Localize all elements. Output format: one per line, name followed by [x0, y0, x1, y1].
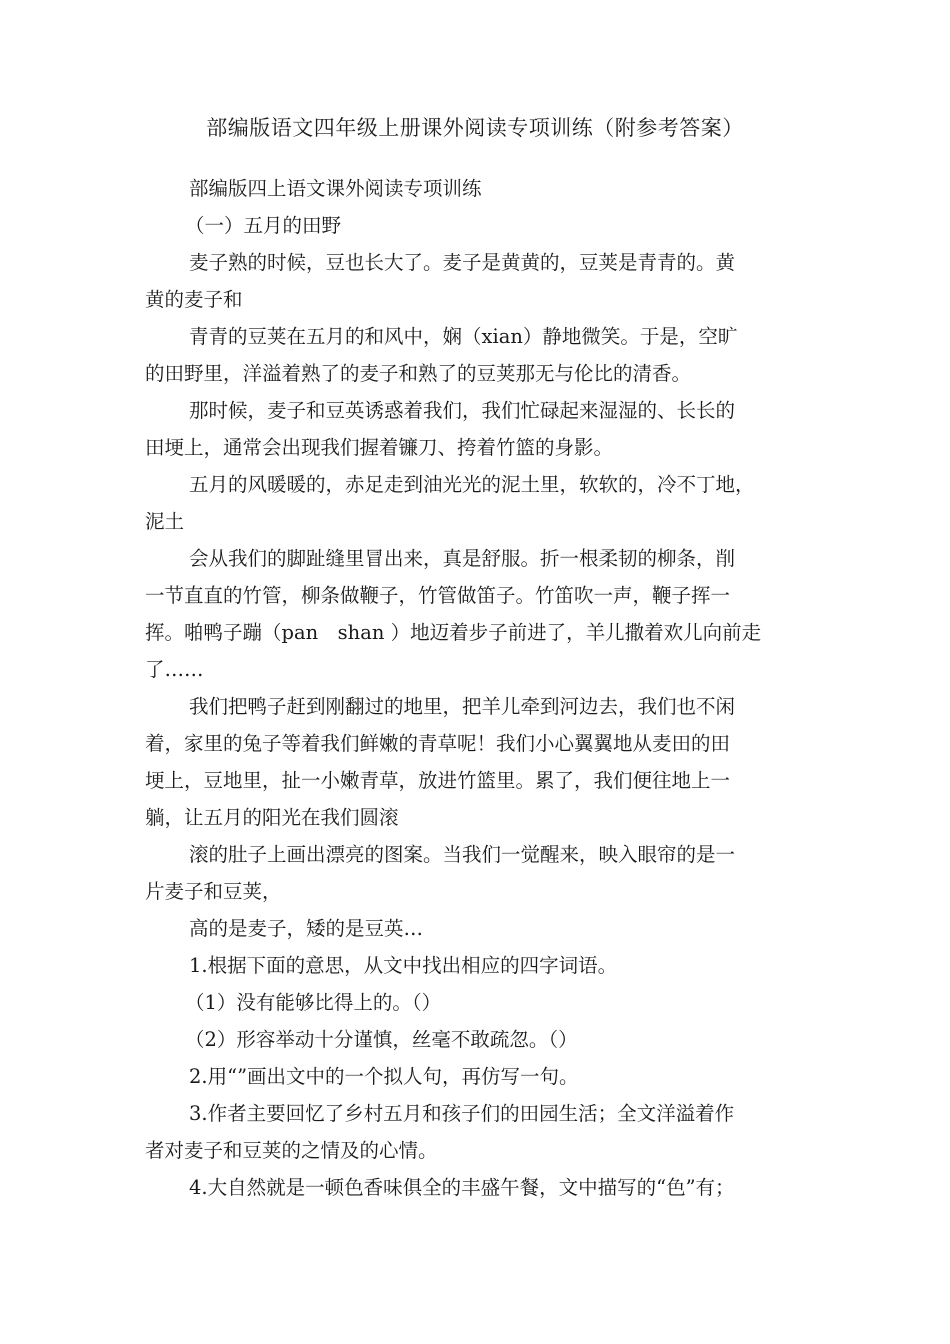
document-title: 部编版语文四年级上册课外阅读专项训练（附参考答案）: [206, 116, 744, 140]
question-line: 1.根据下面的意思，从文中找出相应的四字词语。: [189, 954, 618, 977]
passage-line: 一节直直的竹管，柳条做鞭子，竹管做笛子。竹笛吹一声，鞭子挥一: [145, 584, 731, 607]
passage-line: 青青的豆荚在五月的和风中，娴（xian）静地微笑。于是，空旷: [189, 325, 738, 348]
passage-line: 的田野里，洋溢着熟了的麦子和熟了的豆荚那无与伦比的清香。: [145, 362, 692, 385]
passage-line: 泥土: [145, 510, 185, 533]
question-line: （1）没有能够比得上的。（）: [185, 991, 442, 1014]
passage-line: 高的是麦子，矮的是豆英…: [189, 917, 424, 940]
passage-line: 片麦子和豆荚，: [145, 880, 282, 903]
passage-line: 五月的风暖暖的，赤足走到油光光的泥土里，软软的，冷不丁地，: [189, 473, 755, 496]
passage-line: 着，家里的兔子等着我们鲜嫩的青草呢！我们小心翼翼地从麦田的田: [145, 732, 731, 755]
question-line: （2）形容举动十分谨慎，丝毫不敢疏忽。（）: [185, 1028, 578, 1051]
passage-line: 挥。啪鸭子蹦（pan shan ）地迈着步子前进了，羊儿撒着欢儿向前走: [145, 621, 762, 644]
passage-line: 躺，让五月的阳光在我们圆滚: [145, 806, 399, 829]
passage-line: 滚的肚子上画出漂亮的图案。当我们一觉醒来，映入眼帘的是一: [189, 843, 736, 866]
passage-line: 会从我们的脚趾缝里冒出来，真是舒服。折一根柔韧的柳条，削: [189, 547, 736, 570]
question-line: 者对麦子和豆荚的之情及的心情。: [145, 1139, 438, 1162]
question-line: 3.作者主要回忆了乡村五月和孩子们的田园生活；全文洋溢着作: [189, 1102, 735, 1125]
passage-line: 麦子熟的时候，豆也长大了。麦子是黄黄的，豆荚是青青的。黄: [189, 251, 736, 274]
question-line: 4.大自然就是一顿色香味俱全的丰盛午餐，文中描写的“色”有；: [189, 1176, 735, 1199]
passage-line: 埂上，豆地里，扯一小嫩青草，放进竹篮里。累了，我们便往地上一: [145, 769, 731, 792]
document-body: [145, 170, 817, 1206]
document-subtitle: 部编版四上语文课外阅读专项训练: [189, 177, 482, 200]
passage-line: 田埂上，通常会出现我们握着镰刀、挎着竹篮的身影。: [145, 436, 614, 459]
passage-line: 黄的麦子和: [145, 288, 243, 311]
section-heading: （一）五月的田野: [185, 214, 342, 237]
passage-line: 了……: [145, 658, 204, 681]
question-line: 2.用“”画出文中的一个拟人句，再仿写一句。: [189, 1065, 579, 1088]
passage-line: 那时候，麦子和豆英诱惑着我们，我们忙碌起来湿湿的、长长的: [189, 399, 736, 422]
passage-line: 我们把鸭子赶到刚翻过的地里，把羊儿牵到河边去，我们也不闲: [189, 695, 736, 718]
